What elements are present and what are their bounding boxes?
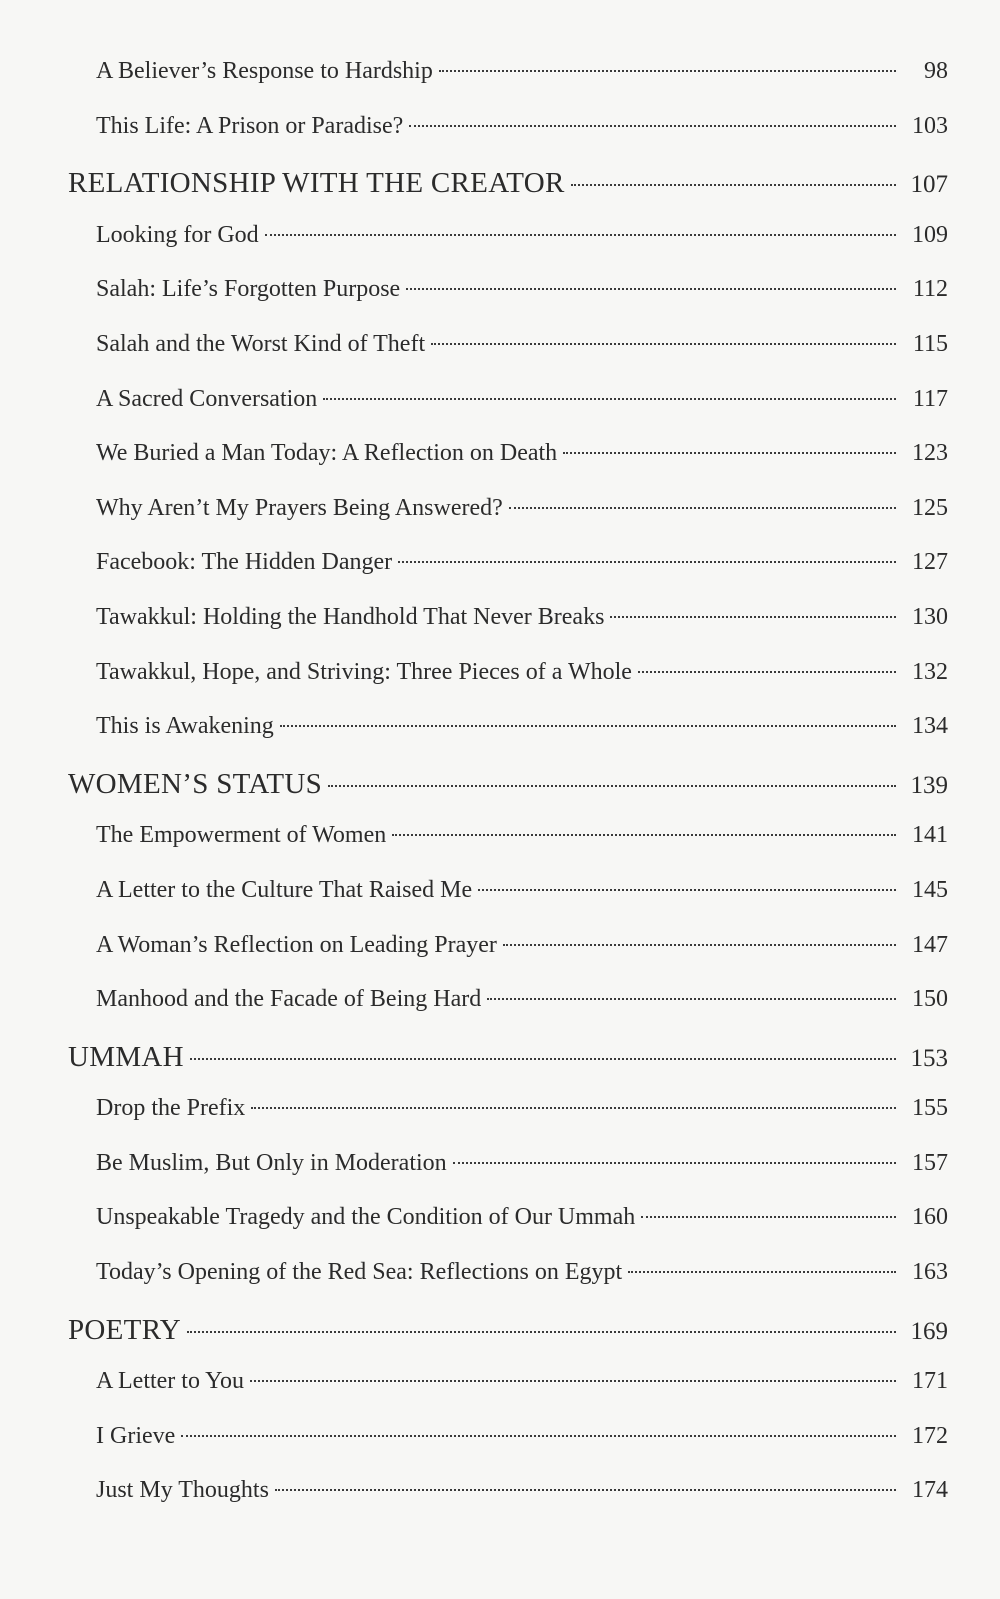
page-number: 130 bbox=[912, 603, 948, 630]
page-number: 147 bbox=[912, 931, 948, 958]
page-number: 134 bbox=[912, 713, 948, 740]
toc-entry-row bbox=[68, 653, 948, 708]
toc-chapter-row bbox=[68, 762, 948, 817]
entry-title: Salah and the Worst Kind of Theft bbox=[96, 330, 426, 357]
chapter-title: WOMEN’S STATUS bbox=[68, 767, 323, 800]
entry-title: Looking for God bbox=[96, 221, 259, 248]
entry-title: Facebook: The Hidden Danger bbox=[96, 549, 393, 576]
page-number: 169 bbox=[910, 1317, 948, 1345]
page-number: 107 bbox=[910, 171, 948, 199]
toc-entry-row bbox=[68, 543, 948, 598]
dot-leader bbox=[409, 125, 896, 127]
dot-leader bbox=[275, 1489, 896, 1491]
page-number: 112 bbox=[912, 276, 948, 303]
toc-entry-row bbox=[68, 1417, 948, 1472]
page-number: 157 bbox=[912, 1149, 948, 1176]
entry-title: Manhood and the Facade of Being Hard bbox=[96, 986, 482, 1013]
entry-title: This is Awakening bbox=[96, 713, 274, 740]
dot-leader bbox=[251, 1107, 896, 1109]
dot-leader bbox=[398, 561, 896, 563]
toc-chapter-row bbox=[68, 1308, 948, 1363]
dot-leader bbox=[187, 1331, 896, 1333]
chapter-title: RELATIONSHIP WITH THE CREATOR bbox=[68, 167, 565, 200]
page-number: 141 bbox=[912, 822, 948, 849]
dot-leader bbox=[509, 507, 896, 509]
toc-entry-row bbox=[68, 434, 948, 489]
page-number: 139 bbox=[910, 771, 948, 799]
dot-leader bbox=[431, 343, 896, 345]
toc-chapter-row bbox=[68, 1035, 948, 1090]
entry-title: We Buried a Man Today: A Reflection on Death bbox=[96, 440, 558, 467]
dot-leader bbox=[328, 785, 896, 787]
page-number: 163 bbox=[912, 1259, 948, 1286]
toc-entry-row bbox=[68, 216, 948, 271]
chapter-title: POETRY bbox=[68, 1313, 181, 1346]
dot-leader bbox=[571, 184, 896, 186]
toc-entry-row bbox=[68, 707, 948, 762]
toc-entry-row bbox=[68, 52, 948, 107]
toc-entry-row bbox=[68, 1253, 948, 1308]
toc-entry-row bbox=[68, 1198, 948, 1253]
page-number: 150 bbox=[912, 986, 948, 1013]
entry-title: Tawakkul: Holding the Handhold That Never Breaks bbox=[96, 603, 605, 630]
dot-leader bbox=[406, 288, 896, 290]
page-number: 155 bbox=[912, 1095, 948, 1122]
dot-leader bbox=[181, 1435, 896, 1437]
page-number: 103 bbox=[912, 112, 948, 139]
toc-entry-row bbox=[68, 926, 948, 981]
dot-leader bbox=[503, 944, 896, 946]
entry-title: Unspeakable Tragedy and the Condition of Our Ummah bbox=[96, 1204, 636, 1231]
page-number: 171 bbox=[912, 1368, 948, 1395]
entry-title: Drop the Prefix bbox=[96, 1095, 246, 1122]
page-number: 172 bbox=[912, 1422, 948, 1449]
dot-leader bbox=[280, 725, 896, 727]
entry-title: I Grieve bbox=[96, 1422, 176, 1449]
chapter-title: UMMAH bbox=[68, 1040, 184, 1073]
dot-leader bbox=[563, 452, 896, 454]
toc-entry-row bbox=[68, 871, 948, 926]
toc-entry-row bbox=[68, 1144, 948, 1199]
entry-title: This Life: A Prison or Paradise? bbox=[96, 112, 404, 139]
page-number: 98 bbox=[924, 58, 948, 84]
page-number: 153 bbox=[910, 1044, 948, 1072]
toc-entry-row bbox=[68, 270, 948, 325]
dot-leader bbox=[323, 398, 896, 400]
toc-entry-row bbox=[68, 816, 948, 871]
toc-entry-row bbox=[68, 1471, 948, 1526]
dot-leader bbox=[641, 1216, 896, 1218]
toc-entry-row bbox=[68, 1089, 948, 1144]
dot-leader bbox=[265, 234, 896, 236]
toc-entry-row bbox=[68, 598, 948, 653]
entry-title: Be Muslim, But Only in Moderation bbox=[96, 1149, 447, 1176]
toc-entry-row bbox=[68, 107, 948, 162]
entry-title: Why Aren’t My Prayers Being Answered? bbox=[96, 494, 503, 521]
dot-leader bbox=[250, 1380, 896, 1382]
dot-leader bbox=[628, 1271, 896, 1273]
entry-title: Just My Thoughts bbox=[96, 1477, 269, 1504]
toc-entry-row bbox=[68, 1362, 948, 1417]
entry-title: Salah: Life’s Forgotten Purpose bbox=[96, 276, 401, 303]
dot-leader bbox=[439, 70, 896, 72]
page-number: 160 bbox=[912, 1204, 948, 1231]
entry-title: Tawakkul, Hope, and Striving: Three Pieces of a Whole bbox=[96, 658, 632, 685]
dot-leader bbox=[610, 616, 896, 618]
toc-entry-row bbox=[68, 380, 948, 435]
dot-leader bbox=[487, 998, 896, 1000]
dot-leader bbox=[392, 834, 896, 836]
page-number: 125 bbox=[912, 494, 948, 521]
entry-title: A Letter to You bbox=[96, 1368, 245, 1395]
entry-title: A Letter to the Culture That Raised Me bbox=[96, 876, 473, 903]
entry-title: The Empowerment of Women bbox=[96, 822, 387, 849]
page-number: 109 bbox=[912, 221, 948, 248]
page-number: 127 bbox=[912, 549, 948, 576]
dot-leader bbox=[478, 889, 896, 891]
toc-entry-row bbox=[68, 489, 948, 544]
toc-entry-row bbox=[68, 325, 948, 380]
table-of-contents bbox=[68, 52, 948, 1526]
page-number: 132 bbox=[912, 658, 948, 685]
page-number: 123 bbox=[912, 440, 948, 467]
dot-leader bbox=[638, 671, 896, 673]
entry-title: A Believer’s Response to Hardship bbox=[96, 58, 433, 84]
entry-title: A Sacred Conversation bbox=[96, 385, 318, 412]
dot-leader bbox=[190, 1058, 896, 1060]
entry-title: A Woman’s Reflection on Leading Prayer bbox=[96, 931, 497, 958]
page-number: 115 bbox=[912, 330, 948, 357]
entry-title: Today’s Opening of the Red Sea: Reflections on Egypt bbox=[96, 1259, 623, 1286]
page-number: 174 bbox=[912, 1477, 948, 1504]
toc-entry-row bbox=[68, 980, 948, 1035]
page-number: 145 bbox=[912, 876, 948, 903]
toc-chapter-row bbox=[68, 161, 948, 216]
page-number: 117 bbox=[912, 385, 948, 412]
dot-leader bbox=[453, 1162, 896, 1164]
